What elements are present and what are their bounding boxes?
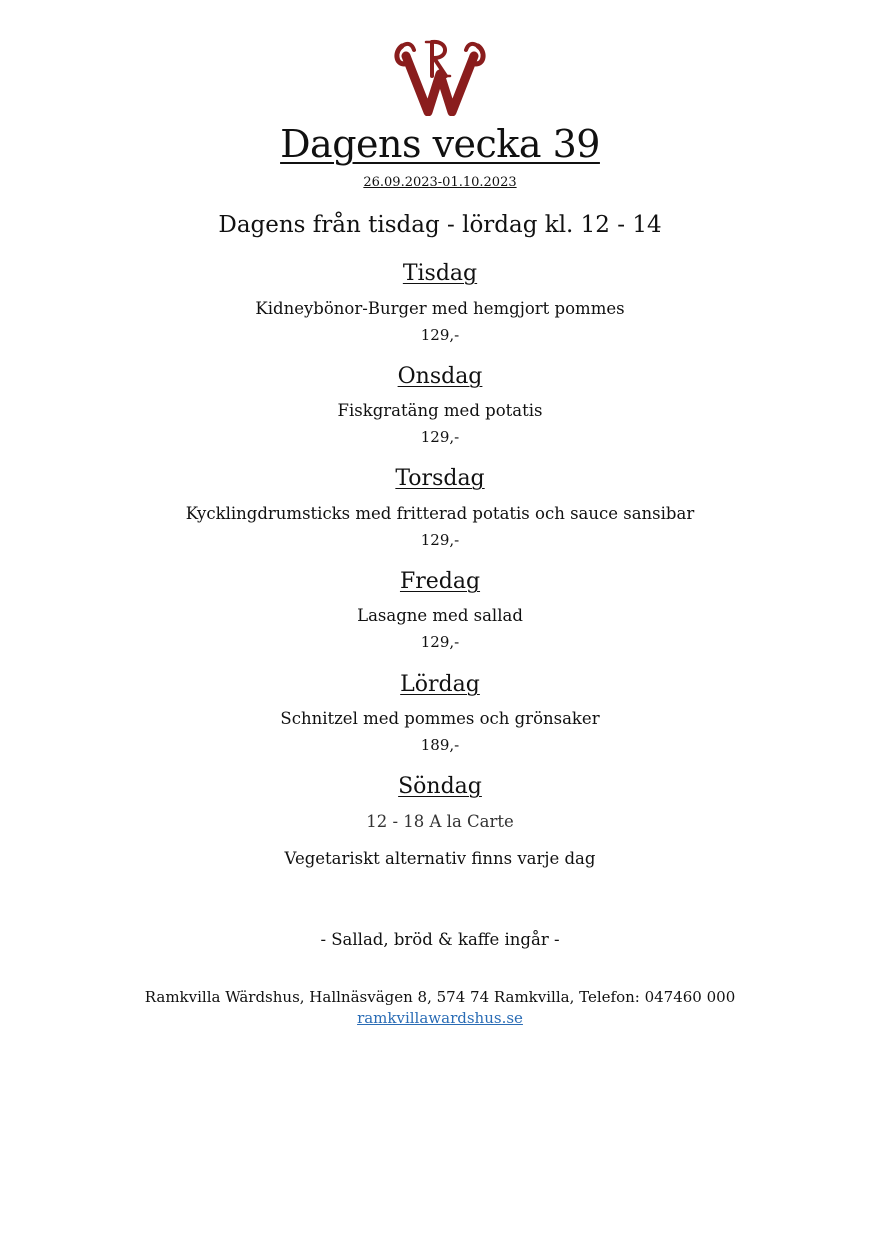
- page-title: Dagens vecka 39: [280, 122, 600, 166]
- included-note: - Sallad, bröd & kaffe ingår -: [320, 930, 560, 949]
- day-heading-sondag: Söndag: [398, 774, 482, 799]
- price-tisdag: 129,-: [420, 326, 460, 344]
- day-heading-fredag: Fredag: [399, 569, 481, 594]
- dish-fredag: Lasagne med sallad: [357, 606, 523, 625]
- date-range: 26.09.2023-01.10.2023: [363, 175, 517, 190]
- price-onsdag: 129,-: [420, 428, 460, 446]
- dish-lordag: Schnitzel med pommes och grönsaker: [280, 709, 600, 728]
- price-lordag: 189,-: [420, 736, 460, 754]
- vegetarian-note: Vegetariskt alternativ finns varje dag: [284, 849, 596, 868]
- dish-onsdag: Fiskgratäng med potatis: [337, 401, 543, 420]
- day-heading-lordag: Lördag: [400, 672, 480, 697]
- footer-website-row: [0, 1007, 880, 1029]
- day-heading-onsdag: Onsdag: [397, 364, 483, 389]
- dish-torsdag: Kycklingdrumsticks med fritterad potatis och sauce sansibar: [185, 504, 695, 523]
- serving-hours: Dagens från tisdag - lördag kl. 12 - 14: [218, 212, 662, 238]
- day-heading-torsdag: Torsdag: [395, 466, 485, 491]
- footer-address: Ramkvilla Wärdshus, Hallnäsvägen 8, 574 74 Ramkvilla, Telefon: 047460 000: [144, 988, 736, 1006]
- price-fredag: 129,-: [420, 633, 460, 651]
- price-torsdag: 129,-: [420, 531, 460, 549]
- website-link[interactable]: ramkvillawardshus.se: [357, 1009, 523, 1027]
- ramkvilla-logo-icon: [388, 34, 492, 116]
- dish-sondag: 12 - 18 A la Carte: [366, 812, 514, 831]
- dish-tisdag: Kidneybönor-Burger med hemgjort pommes: [255, 299, 625, 318]
- day-heading-tisdag: Tisdag: [402, 261, 478, 286]
